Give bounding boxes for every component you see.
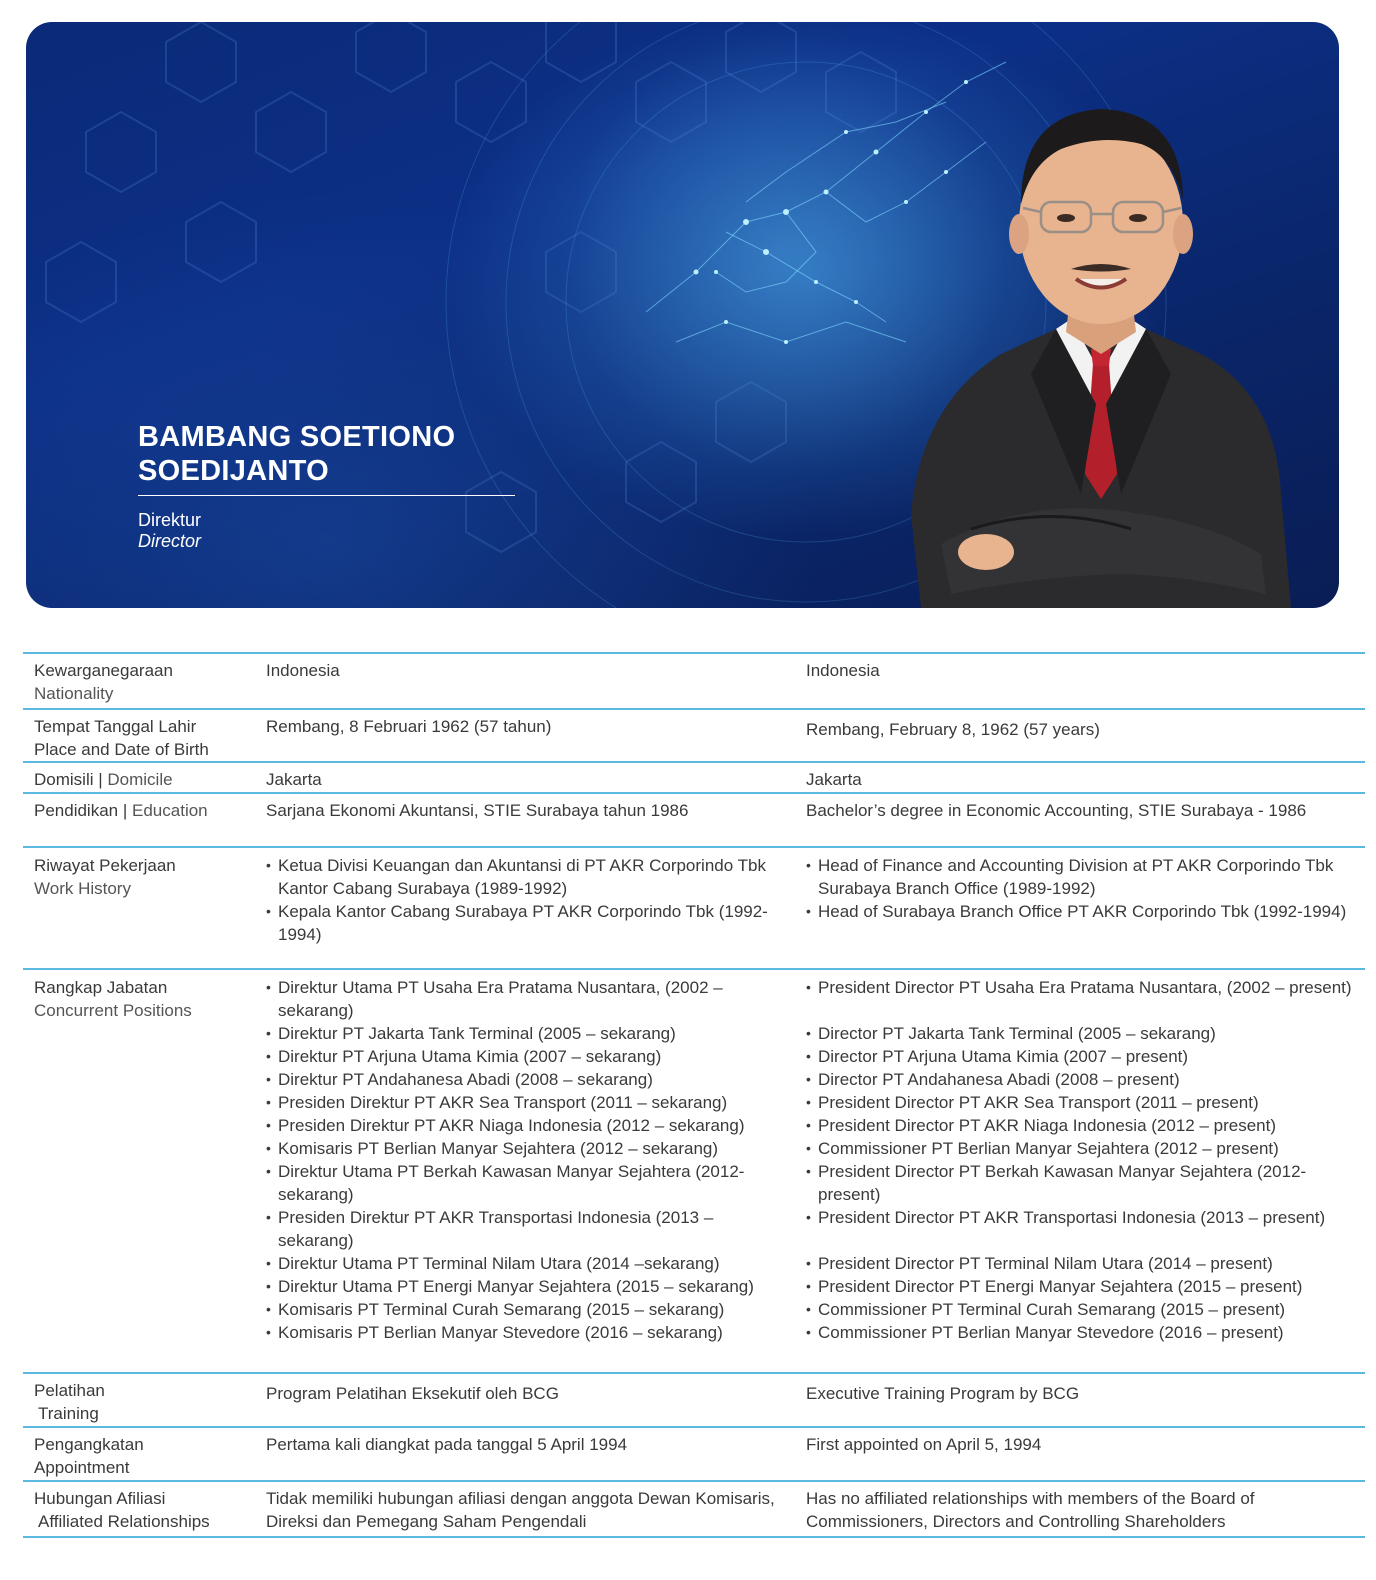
list-item: • Director PT Andahanesa Abadi (2008 – present) — [806, 1068, 1361, 1091]
label-separator: | — [122, 801, 128, 820]
label-indonesian: Tempat Tanggal Lahir — [34, 717, 197, 736]
row-label — [34, 768, 254, 791]
list-item: • Direktur Utama PT Energi Manyar Sejahtera (2015 – sekarang) — [266, 1275, 786, 1298]
table-row-training — [23, 1372, 1365, 1426]
label-indonesian: Hubungan Afiliasi — [34, 1489, 166, 1508]
list-item: • Komisaris PT Terminal Curah Semarang (2015 – sekarang) — [266, 1298, 786, 1321]
value-indonesian: Indonesia — [266, 661, 340, 680]
row-label — [34, 1433, 254, 1479]
label-indonesian: Kewarganegaraan — [34, 661, 173, 680]
value-english: Has no affiliated relationships with members of the Board of Commissioners, Directors and Controlling Shareholders — [806, 1489, 1255, 1531]
director-portrait — [881, 74, 1311, 608]
table-row-concurrent-positions — [23, 968, 1365, 1372]
list-item: • Commissioner PT Berlian Manyar Sejahtera (2012 – present) — [806, 1137, 1361, 1160]
value-english: Indonesia — [806, 661, 880, 680]
value-english: Rembang, February 8, 1962 (57 years) — [806, 720, 1100, 739]
table-row-education — [23, 792, 1365, 846]
label-english: Domicile — [107, 770, 173, 789]
label-indonesian: Pengangkatan — [34, 1435, 144, 1454]
list-item: • President Director PT Usaha Era Pratama Nusantara, (2002 – present) — [806, 976, 1361, 999]
list-item: • Director PT Jakarta Tank Terminal (2005 – sekarang) — [806, 1022, 1361, 1045]
person-name — [138, 420, 455, 488]
list-item: • Direktur PT Arjuna Utama Kimia (2007 – sekarang) — [266, 1045, 786, 1068]
list-item: • Direktur PT Jakarta Tank Terminal (2005 – sekarang) — [266, 1022, 786, 1045]
value-indonesian: Jakarta — [266, 770, 322, 789]
person-name-line2: SOEDIJANTO — [138, 455, 330, 487]
list-item: • Komisaris PT Berlian Manyar Sejahtera (2012 – sekarang) — [266, 1137, 786, 1160]
label-separator: | — [98, 770, 103, 789]
list-item: • Ketua Divisi Keuangan dan Akuntansi di PT AKR Corporindo Tbk Kantor Cabang Surabaya (1989-1992) — [266, 854, 786, 900]
concurrent-positions-list-english — [806, 976, 1361, 1344]
table-row-birth — [23, 708, 1365, 761]
label-english: Appointment — [34, 1458, 130, 1477]
list-item: • Director PT Arjuna Utama Kimia (2007 – present) — [806, 1045, 1361, 1068]
person-name-line1: BAMBANG SOETIONO — [138, 421, 456, 453]
label-english: Training — [38, 1404, 99, 1423]
work-history-list-english — [806, 854, 1361, 923]
value-indonesian: Program Pelatihan Eksekutif oleh BCG — [266, 1384, 559, 1403]
value-indonesian: Tidak memiliki hubungan afiliasi dengan anggota Dewan Komisaris, Direksi dan Pemegang Saham Pengendali — [266, 1489, 775, 1531]
concurrent-positions-list-indonesian — [266, 976, 786, 1344]
row-label — [34, 976, 254, 1022]
table-row-nationality — [23, 652, 1365, 708]
label-english: Nationality — [34, 684, 114, 703]
label-english: Concurrent Positions — [34, 1001, 192, 1020]
list-item: • President Director PT AKR Niaga Indonesia (2012 – present) — [806, 1114, 1361, 1137]
list-item: • Direktur Utama PT Berkah Kawasan Manyar Sejahtera (2012- sekarang) — [266, 1160, 786, 1206]
name-divider — [138, 495, 515, 496]
label-indonesian: Riwayat Pekerjaan — [34, 856, 176, 875]
list-item: • Presiden Direktur PT AKR Sea Transport (2011 – sekarang) — [266, 1091, 786, 1114]
row-label — [34, 1379, 254, 1425]
value-english: Jakarta — [806, 770, 862, 789]
label-indonesian: Rangkap Jabatan — [34, 978, 168, 997]
value-indonesian: Rembang, 8 Februari 1962 (57 tahun) — [266, 717, 552, 736]
list-item: • Presiden Direktur PT AKR Transportasi Indonesia (2013 –sekarang) — [266, 1206, 786, 1252]
row-label — [34, 1487, 254, 1533]
list-item: • President Director PT AKR Transportasi Indonesia (2013 – present) — [806, 1206, 1361, 1229]
value-english: Executive Training Program by BCG — [806, 1384, 1080, 1403]
list-item: • Direktur Utama PT Usaha Era Pratama Nusantara, (2002 – sekarang) — [266, 976, 786, 1022]
row-label — [34, 715, 254, 761]
list-item: • Direktur PT Andahanesa Abadi (2008 – sekarang) — [266, 1068, 786, 1091]
list-item: • Direktur Utama PT Terminal Nilam Utara (2014 –sekarang) — [266, 1252, 786, 1275]
value-english: First appointed on April 5, 1994 — [806, 1435, 1042, 1454]
work-history-list-indonesian — [266, 854, 786, 946]
label-indonesian: Pelatihan — [34, 1381, 105, 1400]
list-item: • Head of Surabaya Branch Office PT AKR Corporindo Tbk (1992-1994) — [806, 900, 1361, 923]
table-row-affiliation — [23, 1480, 1365, 1538]
label-english: Affiliated Relationships — [38, 1512, 210, 1531]
list-item: • Head of Finance and Accounting Division at PT AKR Corporindo Tbk Surabaya Branch Office (1989-1992) — [806, 854, 1361, 900]
list-item: • President Director PT Terminal Nilam Utara (2014 – present) — [806, 1252, 1361, 1275]
row-label — [34, 659, 254, 705]
list-item: • President Director PT AKR Sea Transport (2011 – present) — [806, 1091, 1361, 1114]
label-english: Place and Date of Birth — [34, 740, 209, 759]
value-indonesian: Sarjana Ekonomi Akuntansi, STIE Surabaya tahun 1986 — [266, 801, 689, 820]
table-row-appointment — [23, 1426, 1365, 1480]
list-item: • Kepala Kantor Cabang Surabaya PT AKR Corporindo Tbk (1992-1994) — [266, 900, 786, 946]
label-indonesian: Pendidikan — [34, 801, 119, 820]
value-indonesian: Pertama kali diangkat pada tanggal 5 April 1994 — [266, 1435, 628, 1454]
profile-banner — [26, 22, 1339, 608]
row-label — [34, 799, 254, 822]
list-item: • Komisaris PT Berlian Manyar Stevedore (2016 – sekarang) — [266, 1321, 786, 1344]
row-label — [34, 854, 254, 900]
list-item: • Presiden Direktur PT AKR Niaga Indonesia (2012 – sekarang) — [266, 1114, 786, 1137]
list-item: • President Director PT Energi Manyar Sejahtera (2015 – present) — [806, 1275, 1361, 1298]
label-english: Work History — [34, 879, 131, 898]
value-english: Bachelor’s degree in Economic Accounting, STIE Surabaya - 1986 — [806, 801, 1307, 820]
label-english: Education — [132, 801, 208, 820]
table-row-domicile — [23, 761, 1365, 792]
label-indonesian: Domisili — [34, 770, 94, 789]
list-item: • President Director PT Berkah Kawasan Manyar Sejahtera (2012- present) — [806, 1160, 1361, 1206]
table-row-work-history — [23, 846, 1365, 970]
position-title: Direktur — [138, 510, 202, 530]
list-item: • Commissioner PT Terminal Curah Semarang (2015 – present) — [806, 1298, 1361, 1321]
position-title-english: Director — [138, 531, 202, 551]
list-item: • Commissioner PT Berlian Manyar Stevedore (2016 – present) — [806, 1321, 1361, 1344]
